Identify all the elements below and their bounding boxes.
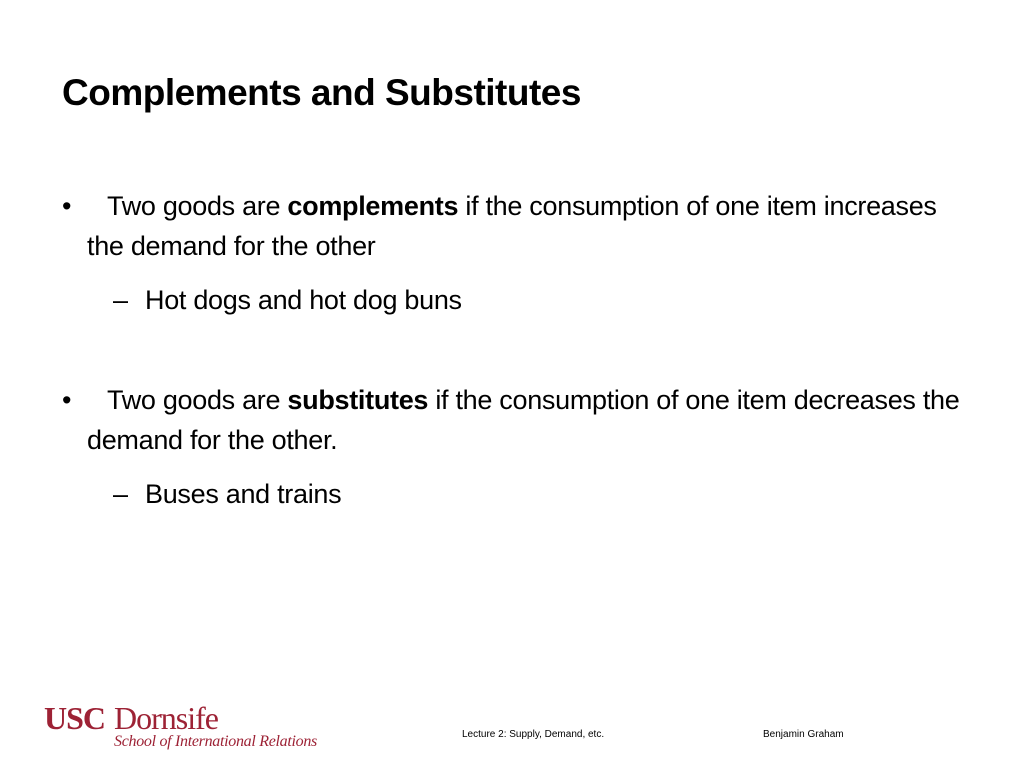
bullet-term: complements: [287, 191, 459, 221]
sub-bullet-marker: –: [113, 285, 128, 315]
bullet-complements: [62, 186, 962, 266]
sub-bullet-text: Hot dogs and hot dog buns: [145, 285, 462, 315]
bullet-marker: •: [62, 385, 72, 415]
footer-lecture-title: Lecture 2: Supply, Demand, etc.: [462, 729, 605, 740]
sub-bullet-substitutes-example: [62, 474, 962, 514]
logo-dornsife-text: Dornsife: [114, 700, 218, 736]
bullet-lead: Two goods are: [107, 191, 288, 221]
usc-dornsife-logo: [44, 700, 317, 756]
footer-author: Benjamin Graham: [763, 729, 844, 740]
bullet-rest: if the consumption of one item increases the demand for the other: [87, 191, 937, 261]
bullet-rest: if the consumption of one item decreases the demand for the other.: [87, 385, 960, 455]
spacer: [62, 320, 962, 380]
bullet-lead: Two goods are: [107, 385, 288, 415]
bullet-marker: •: [62, 191, 72, 221]
logo-usc-text: USC: [44, 700, 106, 736]
bullet-substitutes: [62, 380, 962, 460]
sub-bullet-text: Buses and trains: [145, 479, 342, 509]
sub-bullet-complements-example: [62, 280, 962, 320]
bullet-term: substitutes: [287, 385, 429, 415]
slide-body: [62, 186, 962, 514]
sub-bullet-marker: –: [113, 479, 128, 509]
logo-school-text: School of International Relations: [114, 733, 317, 750]
slide-title: Complements and Substitutes: [62, 72, 581, 113]
